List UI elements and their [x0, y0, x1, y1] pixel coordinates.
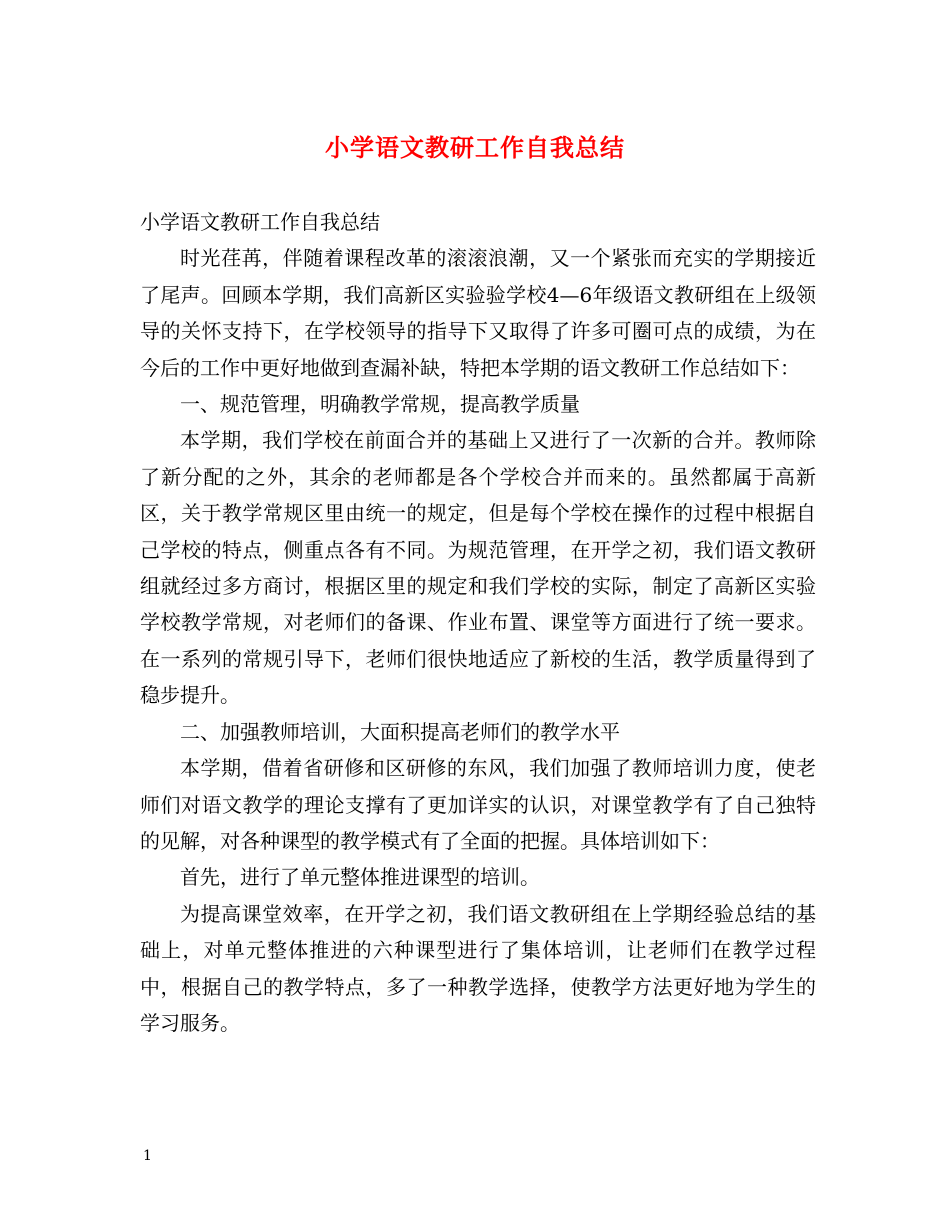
paragraph-1: 小学语文教研工作自我总结 [140, 210, 380, 234]
paragraph-3: 本学期，我们学校在前面合并的基础上又进行了一次新的合并。教师除了新分配的之外，其余的老师都是各个学校合并而来的。虽然都属于高新区，关于教学常规区里由统一的规定，但是每个学校在操作的过程中根据自己学校的特点，侧重点各有不同。为规范管理，在开学之初，我们语文教研组就经过多方商讨，根据区里的规定和我们学校的实际，制定了高新区实验学校教学常规，对老师们的备课、作业布置、课堂等方面进行了统一要求。在一系列的常规引导下，老师们很快地适应了新校的生活，教学质量得到了稳步提升。 [140, 428, 816, 708]
paragraph-4: 本学期，借着省研修和区研修的东风，我们加强了教师培训力度，使老师们对语文教学的理论支撑有了更加详实的认识，对课堂教学有了自己独特的见解，对各种课型的教学模式有了全面的把握。具体培训如下： [140, 756, 816, 853]
document-body [140, 204, 816, 1041]
document-title: 小学语文教研工作自我总结 [325, 133, 625, 162]
section-heading-1: 一、规范管理，明确教学常规，提高教学质量 [180, 392, 580, 417]
paragraph-6: 为提高课堂效率，在开学之初，我们语文教研组在上学期经验总结的基础上，对单元整体推进的六种课型进行了集体培训，让老师们在教学过程中，根据自己的教学特点，多了一种教学选择，使教学方法更好地为学生的学习服务。 [140, 901, 816, 1035]
page-number: 1 [143, 1148, 152, 1164]
paragraph-5: 首先，进行了单元整体推进课型的培训。 [180, 865, 540, 890]
paragraph-2: 时光荏苒，伴随着课程改革的滚滚浪潮，又一个紧张而充实的学期接近了尾声。回顾本学期，我们高新区实验验学校4—6年级语文教研组在上级领导的关怀支持下，在学校领导的指导下又取得了许多可圈可点的成绩，为在今后的工作中更好地做到查漏补缺，特把本学期的语文教研工作总结如下： [140, 246, 816, 380]
section-heading-2: 二、加强教师培训，大面积提高老师们的教学水平 [180, 719, 620, 744]
